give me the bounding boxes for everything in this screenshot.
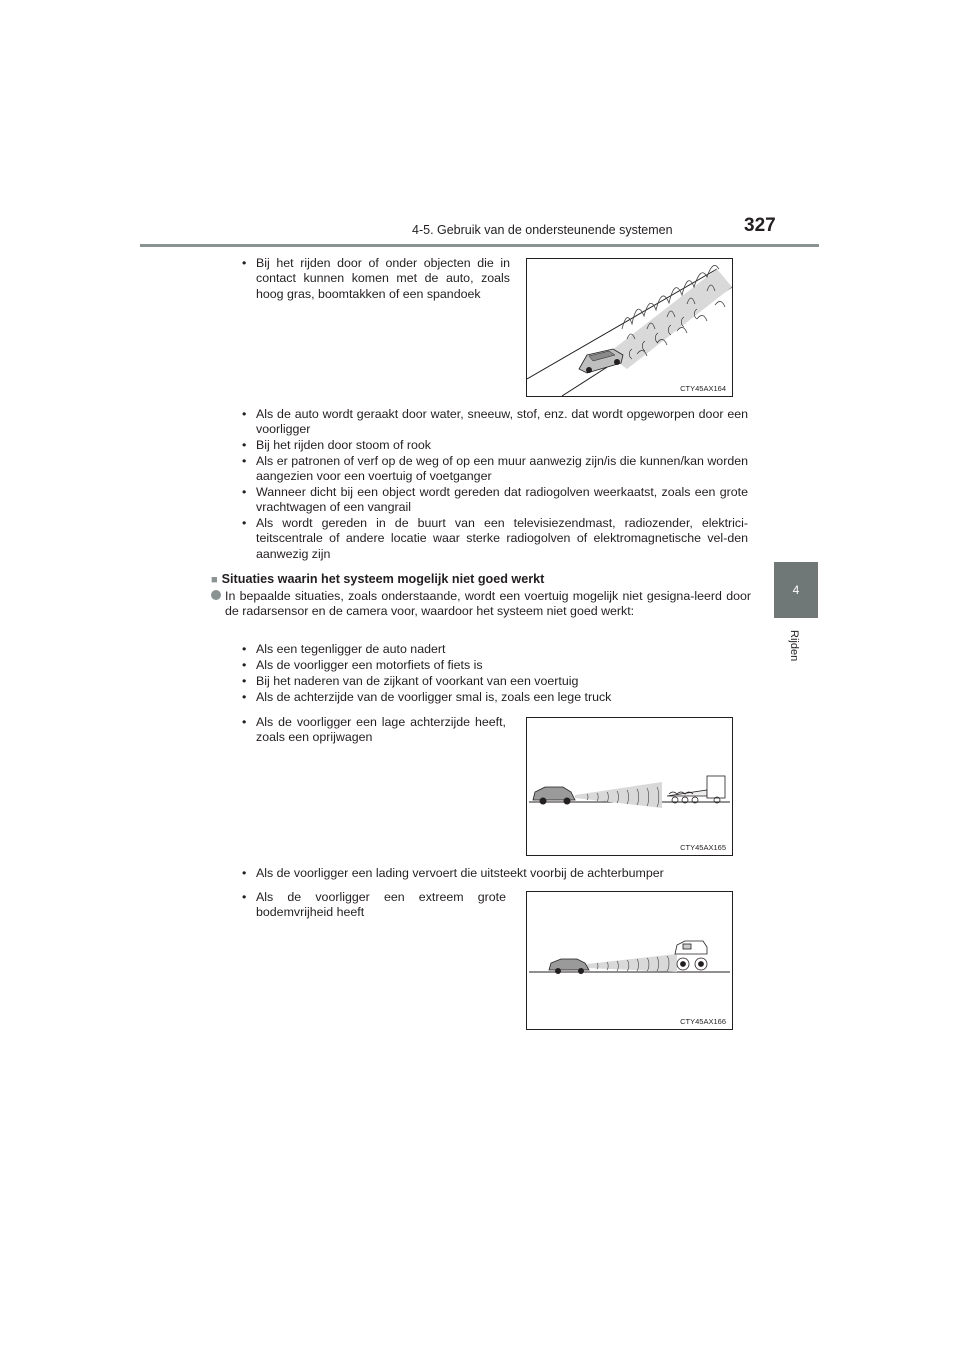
header-divider [140, 244, 819, 247]
car-icon [579, 349, 623, 373]
list-item [242, 674, 748, 689]
list-item-text: Als wordt gereden in de buurt van een televisiezendmast, radiozender, elektrici-teitscentrale of andere locatie waar sterke radiogolven of elektromagnetische vel-den aanwezig zijn [256, 516, 748, 561]
list-item-text: Als de voorligger een lage achterzijde heeft, zoals een oprijwagen [256, 715, 506, 745]
list-item [242, 407, 748, 438]
list-item [242, 866, 748, 881]
figure-code: CTY45AX166 [680, 1017, 726, 1026]
list-item-text: Wanneer dicht bij een object wordt gereden dat radiogolven weerkaatst, zoals een grote vrachtwagen of een vangrail [256, 485, 748, 515]
bullet-marker: • [242, 690, 247, 704]
bullet-marker: • [242, 407, 247, 421]
bullet-marker: • [242, 890, 247, 904]
list-item-text: Bij het rijden door of onder objecten die in contact kunnen komen met de auto, zoals hoog gras, boomtakken of een spandoek [256, 256, 510, 301]
list-item-text: Als de voorligger een extreem grote bodemvrijheid heeft [256, 890, 506, 920]
circle-bullet-icon [211, 590, 221, 600]
bullet-marker: • [242, 485, 247, 499]
section-intro-text: In bepaalde situaties, zoals onderstaande, wordt een voertuig mogelijk niet gesigna-leerd door de radarsensor en de camera voor, waardoor het systeem niet goed werkt: [225, 589, 751, 619]
chapter-label: Rijden [788, 630, 800, 662]
bullet-marker: • [242, 438, 247, 452]
section-title-text: Situaties waarin het systeem mogelijk niet goed werkt [221, 572, 545, 586]
bullet-marker: • [242, 674, 247, 688]
bullet-marker: • [242, 516, 247, 530]
list-item-text: Bij het rijden door stoom of rook [256, 438, 431, 452]
section-title [211, 572, 544, 586]
list-item-text: Als de auto wordt geraakt door water, sneeuw, stof, enz. dat wordt opgeworpen door een voorligger [256, 407, 748, 437]
chapter-tab: 4 [774, 562, 818, 618]
list-item [242, 438, 748, 453]
bullet-marker: • [242, 715, 247, 729]
list-item-text: Als er patronen of verf op de weg of op een muur aanwezig zijn/is die kunnen/kan worden aangezien voor een voertuig of voetganger [256, 454, 748, 484]
tall-grass-illustration [527, 259, 732, 396]
illustration-tall-grass [526, 258, 733, 397]
truck-icon [667, 776, 725, 803]
list-item [242, 890, 506, 921]
bullet-marker: • [242, 642, 247, 656]
list-item-text: Als de voorligger een motorfiets of fiets is [256, 658, 483, 672]
list-item-text: Als de voorligger een lading vervoert die uitsteekt voorbij de achterbumper [256, 866, 664, 880]
section-intro [211, 589, 751, 620]
list-item [242, 454, 748, 485]
figure-code: CTY45AX165 [680, 843, 726, 852]
square-icon: ■ [211, 574, 218, 586]
list-item [242, 485, 748, 516]
page-number: 327 [744, 215, 776, 236]
list-item [242, 516, 748, 562]
illustration-low-rear [526, 717, 733, 856]
illustration-high-clearance [526, 891, 733, 1030]
list-item [242, 715, 506, 746]
bullet-marker: • [242, 658, 247, 672]
suv-icon [675, 941, 707, 970]
list-item [242, 658, 748, 673]
bullet-marker: • [242, 866, 247, 880]
high-clearance-illustration [527, 892, 732, 1029]
list-item [242, 690, 748, 705]
list-item-text: Als een tegenligger de auto nadert [256, 642, 446, 656]
list-item [242, 642, 748, 657]
list-item [242, 256, 510, 302]
bullet-marker: • [242, 454, 247, 468]
section-header: 4-5. Gebruik van de ondersteunende systemen [412, 223, 673, 237]
figure-code: CTY45AX164 [680, 384, 726, 393]
list-item-text: Bij het naderen van de zijkant of voorkant van een voertuig [256, 674, 579, 688]
low-rear-illustration [527, 718, 732, 855]
bullet-marker: • [242, 256, 247, 270]
list-item-text: Als de achterzijde van de voorligger smal is, zoals een lege truck [256, 690, 612, 704]
